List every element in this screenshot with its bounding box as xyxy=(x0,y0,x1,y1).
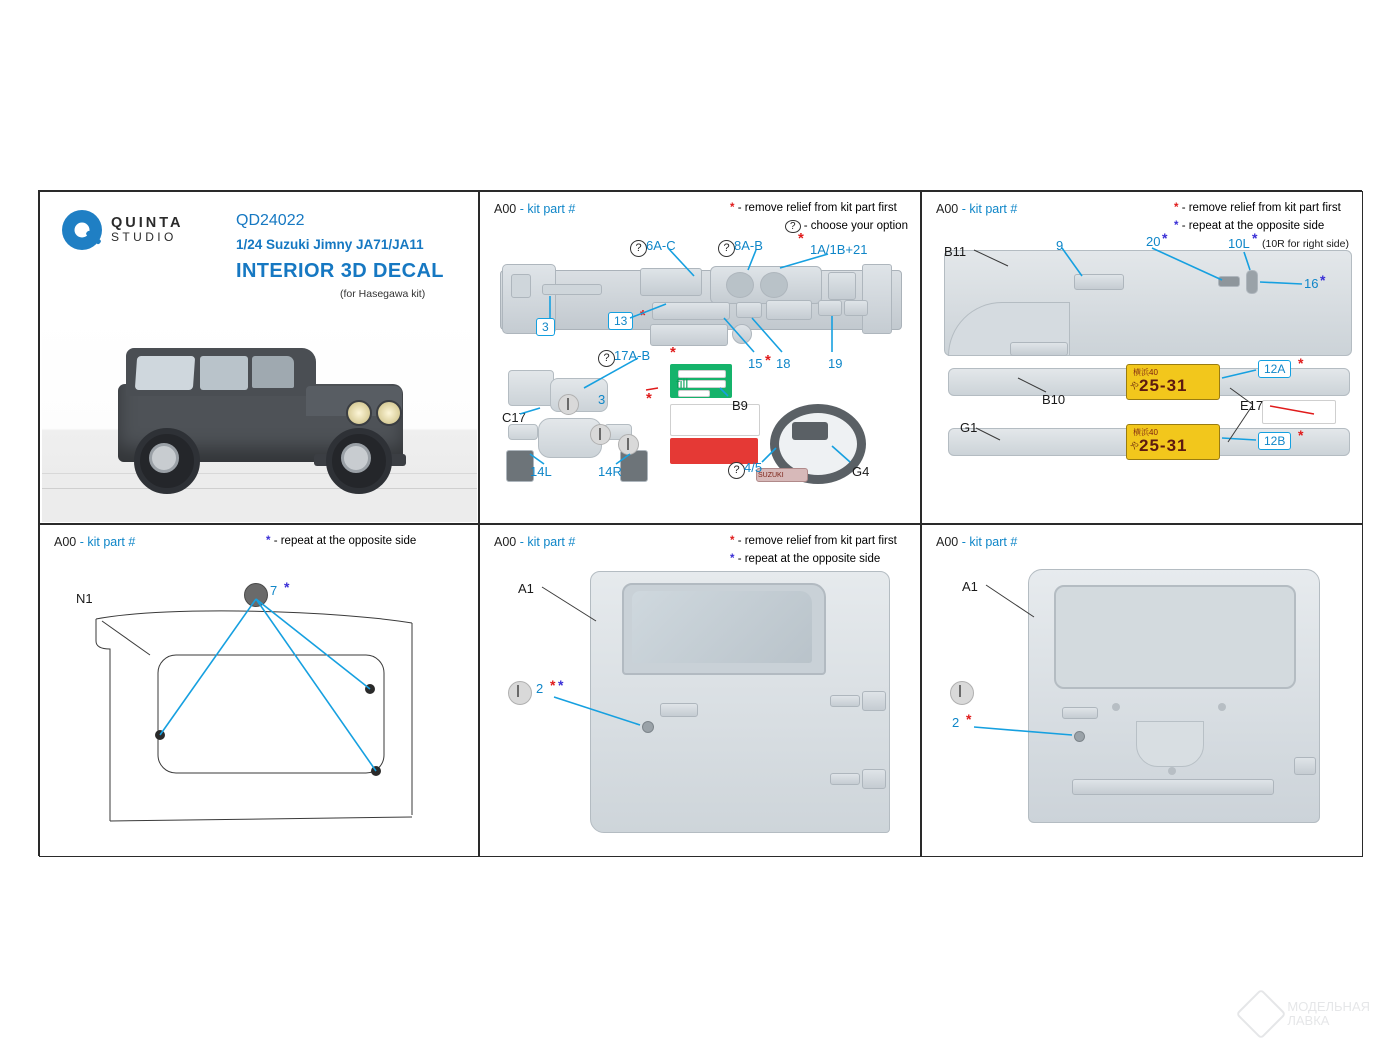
label-e17: E17 xyxy=(1240,398,1264,413)
question-icon-45: ? xyxy=(728,462,745,479)
tag-12a: 12A xyxy=(1258,360,1291,378)
panel-door-cards xyxy=(921,191,1363,524)
product-scale-subject: 1/24 Suzuki Jimny JA71/JA11 xyxy=(236,237,424,252)
star-13: * xyxy=(640,307,646,324)
label-2-rear: 2 xyxy=(952,715,960,730)
label-suzuki: SUZUKI xyxy=(758,472,784,479)
panel-side-door xyxy=(479,524,921,857)
label-fill: fill xyxy=(676,376,689,391)
brand-name-line2: STUDIO xyxy=(111,230,177,245)
label-g4: G4 xyxy=(852,464,870,479)
tag-3: 3 xyxy=(536,318,555,336)
label-3b: 3 xyxy=(598,392,606,407)
label-1a1b21: 1A/1B+21 xyxy=(810,242,868,257)
panel-rear-door xyxy=(921,524,1363,857)
tag-12b: 12B xyxy=(1258,432,1291,450)
label-20: 20 xyxy=(1146,234,1161,249)
purple-star-20: * xyxy=(1162,230,1168,246)
legend-choose-option: ? - choose your option xyxy=(785,220,908,232)
star-17ab: * xyxy=(670,344,676,361)
label-b10: B10 xyxy=(1042,392,1066,407)
star-3b: * xyxy=(646,390,652,407)
label-b11: B11 xyxy=(944,244,967,259)
label-19: 19 xyxy=(828,356,843,371)
star-1a1b: * xyxy=(798,230,804,247)
label-8ab: 8A-B xyxy=(734,238,763,253)
label-a1-door: A1 xyxy=(518,581,534,596)
label-9: 9 xyxy=(1056,238,1064,253)
watermark-line1: МОДЕЛЬНАЯ xyxy=(1287,998,1370,1014)
license-plate-rear: 横浜40 や 25-31 xyxy=(1126,424,1220,460)
instruction-sheet xyxy=(38,190,1362,856)
label-b9: B9 xyxy=(732,398,748,413)
purple-star-7: * xyxy=(284,579,290,595)
part-2-icon xyxy=(508,681,532,705)
watermark-diamond-icon xyxy=(1236,989,1287,1040)
star-12b: * xyxy=(1298,427,1304,443)
watermark xyxy=(1243,996,1370,1032)
label-c17: C17 xyxy=(502,410,526,425)
purple-star-16: * xyxy=(1320,272,1326,288)
quinta-logo-icon xyxy=(62,210,102,250)
car-illustration xyxy=(100,342,420,487)
panel-dashboard xyxy=(479,191,921,524)
license-plate-front: 横浜40 や 25-31 xyxy=(1126,364,1220,400)
star-12a: * xyxy=(1298,355,1304,371)
label-14l: 14L xyxy=(530,464,552,479)
panel-floor xyxy=(39,524,479,857)
legend-remove-relief: * - remove relief from kit part first xyxy=(730,202,897,214)
label-7: 7 xyxy=(270,583,278,598)
label-17ab: 17A-B xyxy=(614,348,651,363)
legend-repeat-opposite-5: * - repeat at the opposite side xyxy=(730,553,881,565)
star-15: * xyxy=(765,352,771,369)
label-a1-rear: A1 xyxy=(962,579,978,594)
label-14r: 14R xyxy=(598,464,622,479)
kit-part-legend-4: A00 - kit part # xyxy=(54,535,136,549)
part-2-rear-icon xyxy=(950,681,974,705)
purple-star-2-door: * xyxy=(558,677,564,693)
label-10l: 10L xyxy=(1228,236,1250,251)
label-10r-note: (10R for right side) xyxy=(1262,238,1349,250)
part-7-icon xyxy=(244,583,268,607)
brand-name-line1: QUINTA xyxy=(111,214,184,231)
legend-repeat-opposite-3: * - repeat at the opposite side xyxy=(1174,220,1325,232)
label-45: 4/5 xyxy=(744,460,763,475)
kit-part-legend-3: A00 - kit part # xyxy=(936,202,1018,216)
star-2-rear: * xyxy=(966,711,972,727)
label-18: 18 xyxy=(776,356,791,371)
label-2-door: 2 xyxy=(536,681,544,696)
label-n1: N1 xyxy=(76,591,93,606)
legend-repeat-opposite-4: * - repeat at the opposite side xyxy=(266,535,417,547)
label-g1: G1 xyxy=(960,420,978,435)
star-2-door: * xyxy=(550,677,556,693)
kit-part-legend-6: A00 - kit part # xyxy=(936,535,1018,549)
brand-logo xyxy=(62,210,184,250)
box-art-photo xyxy=(42,314,477,522)
product-code: QD24022 xyxy=(236,212,305,229)
legend-remove-relief-3: * - remove relief from kit part first xyxy=(1174,202,1341,214)
floor-outline xyxy=(40,525,478,856)
label-15: 15 xyxy=(748,356,763,371)
label-16: 16 xyxy=(1304,276,1319,291)
panel-title xyxy=(39,191,479,524)
kit-part-legend: A00 - kit part # xyxy=(494,202,576,216)
for-kit-note: (for Hasegawa kit) xyxy=(340,288,426,300)
kit-part-legend-5: A00 - kit part # xyxy=(494,535,576,549)
watermark-line2: ЛАВКА xyxy=(1287,1013,1330,1028)
product-title: INTERIOR 3D DECAL xyxy=(236,260,444,282)
tag-13: 13 xyxy=(608,312,633,330)
question-icon-6ac: ? xyxy=(630,240,647,257)
legend-remove-relief-5: * - remove relief from kit part first xyxy=(730,535,897,547)
question-icon-17ab: ? xyxy=(598,350,615,367)
purple-star-10l: * xyxy=(1252,230,1258,246)
label-6ac: 6A-C xyxy=(646,238,676,253)
question-icon-8ab: ? xyxy=(718,240,735,257)
